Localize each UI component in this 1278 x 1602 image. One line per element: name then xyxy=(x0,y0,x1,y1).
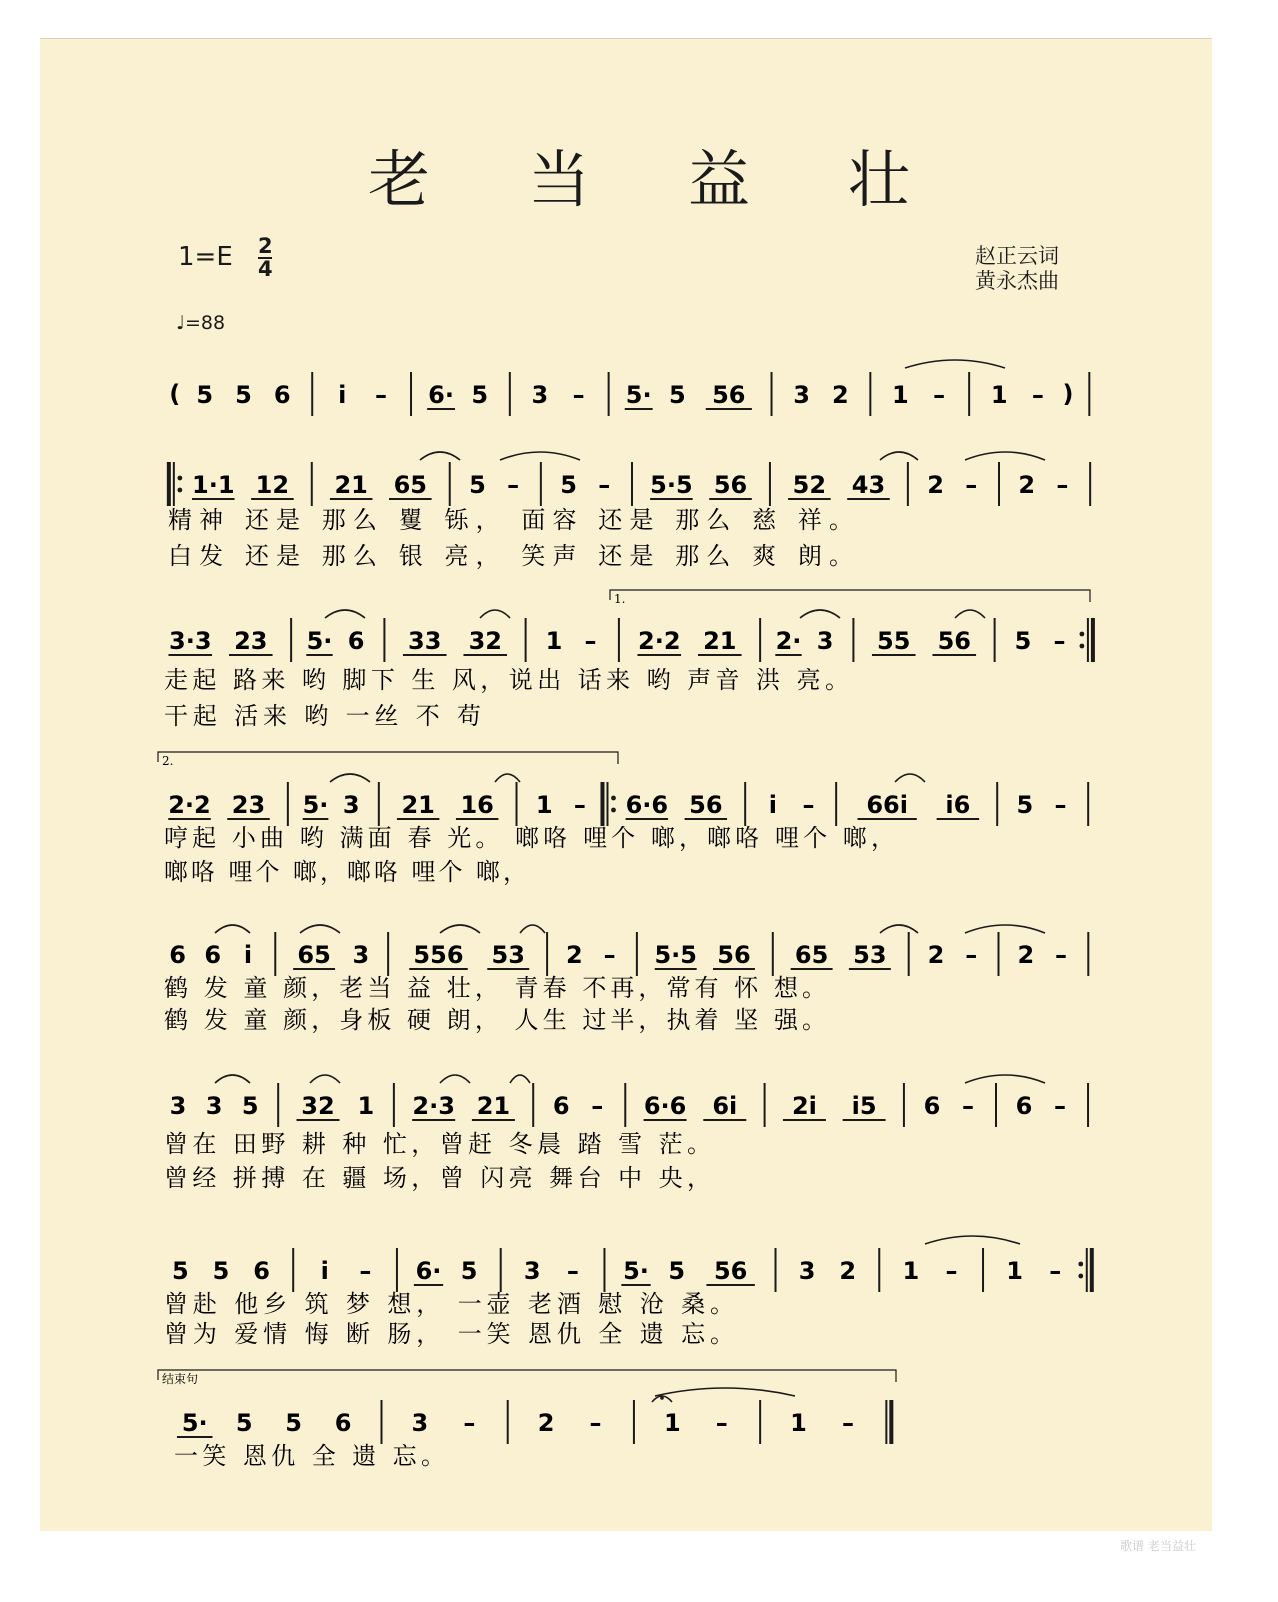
note: 56 xyxy=(937,627,971,655)
note: 6 xyxy=(347,627,365,655)
note: 2· xyxy=(775,627,802,655)
note: 6i xyxy=(712,1092,738,1120)
lyric-line: 干起 活来 哟 一丝 不 苟 xyxy=(164,702,486,730)
note: i5 xyxy=(851,1092,877,1120)
slur xyxy=(500,452,580,460)
note: 5 xyxy=(212,1257,230,1285)
note: 3 xyxy=(793,381,810,409)
note: 5· xyxy=(306,627,333,655)
slur xyxy=(300,925,340,933)
note: – xyxy=(1056,471,1069,499)
volta-ending-label: 结束句 xyxy=(162,1372,199,1386)
lyric-line: 一笑 恩仇 全 遗 忘。 xyxy=(174,1442,450,1470)
slur xyxy=(895,774,925,782)
note: – xyxy=(573,791,586,819)
note: – xyxy=(589,1409,602,1437)
slur xyxy=(330,774,370,782)
slur xyxy=(955,610,985,618)
note: – xyxy=(933,381,946,409)
repeat-dot xyxy=(611,796,616,801)
note: 6 xyxy=(334,1409,352,1437)
note: – xyxy=(965,941,978,969)
note: 5 xyxy=(196,381,214,409)
note: – xyxy=(802,791,815,819)
note: 5·5 xyxy=(650,471,693,499)
volta-second-label: 2. xyxy=(162,754,174,768)
note: – xyxy=(1054,941,1067,969)
note: 1 xyxy=(535,791,553,819)
slur xyxy=(440,1075,470,1083)
note: 5·5 xyxy=(654,941,697,969)
note: 6·6 xyxy=(643,1092,687,1120)
note: 3 xyxy=(352,941,370,969)
lyricist: 赵正云词 xyxy=(975,244,1059,268)
note: 1 xyxy=(790,1409,807,1437)
slur xyxy=(510,1075,530,1083)
note: 52 xyxy=(792,471,827,499)
note: 2 xyxy=(839,1257,857,1285)
note: 1 xyxy=(357,1092,375,1120)
note: i xyxy=(243,941,253,969)
note: 43 xyxy=(851,471,886,499)
slur xyxy=(310,1075,340,1083)
note: 56 xyxy=(712,381,746,409)
note: – xyxy=(945,1257,958,1285)
note: 53 xyxy=(491,941,525,969)
note: 6·6 xyxy=(625,791,669,819)
watermark: 歌谱 老当益壮 xyxy=(1120,1539,1196,1553)
lyric-line: 走起 路来 哟 脚下 生 风，说出 话来 哟 声音 洪 亮。 xyxy=(164,666,854,694)
key-signature: 1=E xyxy=(178,242,233,272)
note: 5· xyxy=(625,381,652,409)
note: 5 xyxy=(1016,791,1034,819)
note: 6 xyxy=(923,1092,941,1120)
note: 65 xyxy=(393,471,428,499)
note: 56 xyxy=(713,1257,748,1285)
volta-first-label: 1. xyxy=(614,592,626,606)
note: 5 xyxy=(469,471,486,499)
note: i6 xyxy=(945,791,971,819)
note: – xyxy=(463,1409,476,1437)
note: 1 xyxy=(663,1409,681,1437)
repeat-dot xyxy=(1078,1262,1083,1267)
note: – xyxy=(1053,627,1066,655)
note: 1 xyxy=(545,627,563,655)
volta-second xyxy=(158,752,618,764)
repeat-dot xyxy=(1080,632,1085,637)
note: 3·3 xyxy=(169,627,212,655)
note: 5 xyxy=(471,381,489,409)
note: 2 xyxy=(1017,941,1035,969)
slur xyxy=(965,1075,1045,1083)
note: 2 xyxy=(927,941,945,969)
note: 5 xyxy=(560,471,577,499)
lyric-line: 曾经 拼搏 在 疆 场，曾 闪亮 舞台 中 央， xyxy=(164,1164,716,1192)
note: 5 xyxy=(235,381,252,409)
time-signature-bottom: 4 xyxy=(258,257,273,281)
note: 6 xyxy=(204,941,222,969)
note: 5 xyxy=(235,1409,253,1437)
note: 2·3 xyxy=(412,1092,455,1120)
note: 6 xyxy=(169,941,186,969)
note: 3 xyxy=(342,791,360,819)
note: 5 xyxy=(285,1409,303,1437)
page-title: 老当益壮 xyxy=(367,143,1008,216)
note: 32 xyxy=(468,627,502,655)
tempo-mark: ♩=88 xyxy=(176,312,226,334)
note: 16 xyxy=(460,791,494,819)
note: 1 xyxy=(902,1257,920,1285)
note: – xyxy=(359,1257,372,1285)
note: 55 xyxy=(877,627,911,655)
lyric-line: 啷咯 哩个 啷，啷咯 哩个 啷， xyxy=(164,858,532,886)
note: 23 xyxy=(234,627,268,655)
note: – xyxy=(507,471,520,499)
note: 23 xyxy=(231,791,266,819)
slur xyxy=(215,1075,250,1083)
note: 3 xyxy=(531,381,549,409)
note: i xyxy=(768,791,777,819)
repeat-dot xyxy=(177,488,182,493)
note: – xyxy=(841,1409,854,1437)
note: – xyxy=(1049,1257,1062,1285)
note: 21 xyxy=(703,627,737,655)
paren: ) xyxy=(1062,380,1074,408)
note: 12 xyxy=(255,471,290,499)
note: 2·2 xyxy=(168,791,211,819)
note: 2 xyxy=(831,381,849,409)
note: 5· xyxy=(181,1409,208,1437)
note: 5 xyxy=(460,1257,478,1285)
time-signature-top: 2 xyxy=(258,234,273,258)
note: – xyxy=(584,627,597,655)
note: 2·2 xyxy=(638,627,681,655)
note: 6 xyxy=(253,1257,271,1285)
note: – xyxy=(965,471,978,499)
slur xyxy=(325,610,365,618)
lyric-line: 精神 还是 那么 矍 铄， 面容 还是 那么 慈 祥。 xyxy=(168,506,858,534)
repeat-dot xyxy=(1078,1274,1083,1279)
note: 2i xyxy=(791,1092,817,1120)
note: 3 xyxy=(169,1092,187,1120)
note: 66i xyxy=(866,791,908,819)
note: 1 xyxy=(1006,1257,1023,1285)
note: 5 xyxy=(669,381,686,409)
note: 56 xyxy=(717,941,751,969)
note: 21 xyxy=(476,1092,511,1120)
slur xyxy=(965,925,1045,933)
note: i xyxy=(320,1257,329,1285)
repeat-dot xyxy=(177,476,182,481)
note: 5 xyxy=(668,1257,686,1285)
note: 33 xyxy=(408,627,442,655)
note: 1 xyxy=(892,381,909,409)
note: 65 xyxy=(794,941,829,969)
paren: ( xyxy=(169,380,181,408)
note: 32 xyxy=(301,1092,335,1120)
note: 53 xyxy=(853,941,887,969)
note: – xyxy=(598,471,611,499)
note: 3 xyxy=(816,627,834,655)
note: 6· xyxy=(428,381,454,409)
note: 3 xyxy=(798,1257,816,1285)
note: 5 xyxy=(171,1257,189,1285)
slur xyxy=(880,452,918,460)
note: i xyxy=(338,381,347,409)
note: 6 xyxy=(552,1092,570,1120)
note: 21 xyxy=(401,791,435,819)
note: – xyxy=(591,1092,604,1120)
note: 5 xyxy=(1014,627,1032,655)
slur xyxy=(925,1236,1020,1244)
slur xyxy=(880,925,918,933)
repeat-dot xyxy=(611,808,616,813)
note: 5 xyxy=(241,1092,259,1120)
note: 3 xyxy=(411,1409,429,1437)
note: 2 xyxy=(1018,471,1036,499)
note: 1 xyxy=(990,381,1008,409)
note: 6 xyxy=(273,381,291,409)
slur xyxy=(965,452,1045,460)
note: – xyxy=(374,381,387,409)
lyric-line: 白发 还是 那么 银 亮， 笑声 还是 那么 爽 朗。 xyxy=(168,542,858,570)
note: – xyxy=(1054,1092,1067,1120)
note: – xyxy=(961,1092,974,1120)
fermata-dot xyxy=(660,1396,664,1400)
note: 56 xyxy=(713,471,748,499)
lyric-line: 鹤 发 童 颜，老当 益 壮， 青春 不再，常有 怀 想。 xyxy=(164,974,831,1002)
note: 6· xyxy=(415,1257,442,1285)
note: 2 xyxy=(537,1409,555,1437)
note: – xyxy=(603,941,616,969)
note: 56 xyxy=(689,791,723,819)
note: – xyxy=(566,1257,579,1285)
note: 3 xyxy=(523,1257,541,1285)
note: – xyxy=(715,1409,728,1437)
note: 3 xyxy=(205,1092,223,1120)
slur xyxy=(215,925,250,933)
lyric-line: 曾赴 他乡 筑 梦 想， 一壶 老酒 慰 沧 桑。 xyxy=(164,1290,739,1318)
note: 2 xyxy=(566,941,583,969)
note: – xyxy=(572,381,585,409)
note: 5· xyxy=(302,791,329,819)
note: 2 xyxy=(927,471,944,499)
lyric-line: 鹤 发 童 颜，身板 硬 朗， 人生 过半，执着 坚 强。 xyxy=(164,1006,831,1034)
note: 65 xyxy=(297,941,331,969)
slur xyxy=(655,1388,795,1396)
lyric-line: 曾为 爱情 悔 断 肠， 一笑 恩仇 全 遗 忘。 xyxy=(164,1320,739,1348)
slur xyxy=(440,925,480,933)
slur xyxy=(800,610,840,618)
volta-first xyxy=(610,590,1090,602)
note: 1·1 xyxy=(192,471,235,499)
repeat-dot xyxy=(1080,644,1085,649)
slur xyxy=(420,452,460,460)
note: 5· xyxy=(623,1257,649,1285)
slur xyxy=(480,610,510,618)
slur xyxy=(905,360,1005,368)
note: 6 xyxy=(1015,1092,1033,1120)
lyric-line: 哼起 小曲 哟 满面 春 光。 啷咯 哩个 啷，啷咯 哩个 啷， xyxy=(164,824,900,852)
lyric-line: 曾在 田野 耕 种 忙，曾赶 冬晨 踏 雪 茫。 xyxy=(164,1130,716,1158)
slur xyxy=(495,774,520,782)
composer: 黄永杰曲 xyxy=(975,269,1059,293)
note: – xyxy=(1054,791,1067,819)
note: 556 xyxy=(413,941,464,969)
note: – xyxy=(1031,381,1044,409)
slur xyxy=(520,925,545,933)
note: 21 xyxy=(334,471,368,499)
volta-ending xyxy=(158,1370,896,1382)
